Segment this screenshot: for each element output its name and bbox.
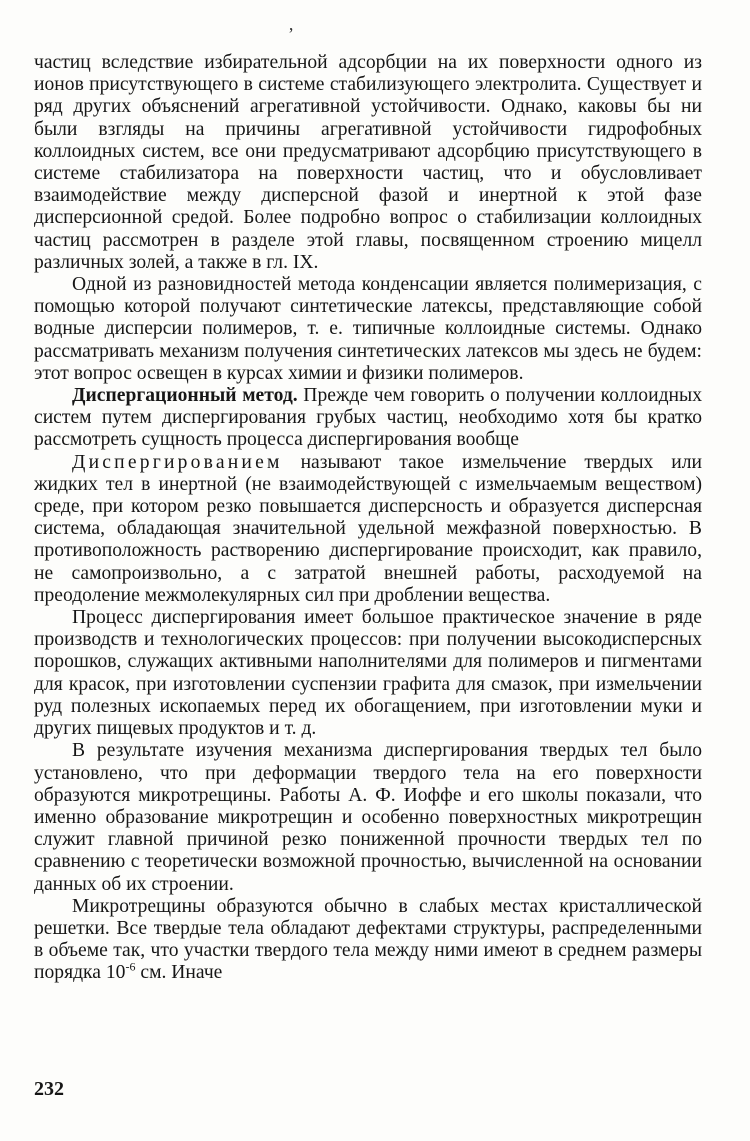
paragraph-3-lead: Диспергационный метод.: [72, 385, 298, 407]
paragraph-7-body: Микротрещины образуются обычно в слабых местах кристаллической решетки. Все твердые тела обладают дефектами структуры, распределенными в объеме так, что участки твердого тела между ними имеют в среднем размеры порядка 10: [34, 895, 702, 984]
paragraph-3: [34, 385, 702, 452]
paragraph-4-lead: Диспергированием: [72, 451, 283, 473]
top-mark: ʼ: [288, 24, 294, 44]
page-number: 232: [34, 1078, 64, 1100]
paragraph-2: Одной из разновидностей метода конденсации является полимеризация, с помощью которой получают синтетические латексы, представляющие собой водные дисперсии полимеров, т. е. типичные коллоидные системы. Однако рассматривать механизм получения синтетических латексов мы здесь не будем: этот вопрос освещен в курсах химии и физики полимеров.: [34, 274, 702, 384]
paragraph-7: [34, 896, 702, 985]
paragraph-7-exponent: -6: [125, 959, 136, 974]
paragraph-4: [34, 452, 702, 607]
paragraph-7-tail: см. Иначе: [135, 962, 223, 984]
paragraph-1: частиц вследствие избирательной адсорбции на их поверхности одного из ионов присутствующего в системе стабилизующего электролита. Существует и ряд других объяснений агрегативной устойчивости. Однако, каковы бы ни были взгляды на причины агрегативной устойчивости гидрофобных коллоидных систем, все они предусматривают адсорбцию присутствующего в системе стабилизатора на поверхности частиц, что и обусловливает взаимодействие между дисперсной фазой и инертной к этой фазе дисперсионной средой. Более подробно вопрос о стабилизации коллоидных частиц рассмотрен в разделе этой главы, посвященном строению мицелл различных золей, а также в гл. IX.: [34, 52, 702, 273]
page-text: [34, 52, 702, 985]
paragraph-6: В результате изучения механизма диспергирования твердых тел было установлено, что при деформации твердого тела на его поверхности образуются микротрещины. Работы А. Ф. Иоффе и его школы показали, что именно образование микротрещин и особенно поверхностных микротрещин служит главной причиной резко пониженной прочности твердых тел по сравнению с теоретически возможной прочностью, вычисленной на основании данных об их строении.: [34, 740, 702, 895]
paragraph-5: Процесс диспергирования имеет большое практическое значение в ряде производств и технологических процессов: при получении высокодисперсных порошков, служащих активными наполнителями для полимеров и пигментами для красок, при изготовлении суспензии графита для смазок, при измельчении руд полезных ископаемых перед их обогащением, при изготовлении муки и других пищевых продуктов и т. д.: [34, 607, 702, 740]
paragraph-4-body: называют такое измельчение твердых или жидких тел в инертной (не взаимодействующей с измельчаемым веществом) среде, при котором резко повышается дисперсность и образуется дисперсная система, обладающая значительной удельной межфазной поверхностью. В противоположность растворению диспергирование происходит, как правило, не самопроизвольно, а с затратой внешней работы, расходуемой на преодоление межмолекулярных сил при дроблении вещества.: [34, 451, 702, 606]
paragraph-3-body: Прежде чем говорить о получении коллоидных систем путем диспергирования грубых частиц, необходимо хотя бы кратко рассмотреть сущность процесса диспергирования вообще: [34, 385, 703, 451]
